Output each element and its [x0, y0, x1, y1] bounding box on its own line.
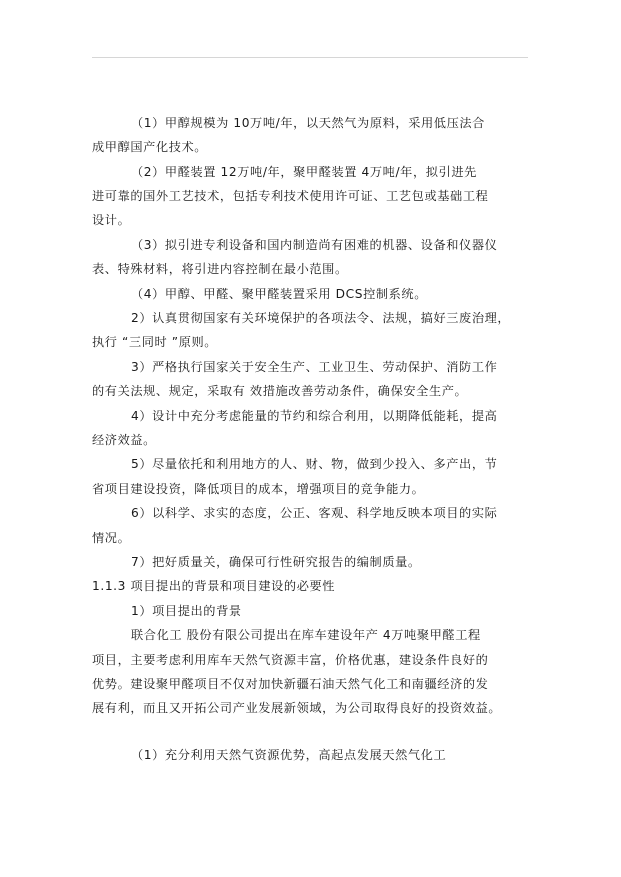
- text-line: （2）甲醛装置 12万吨/年，聚甲醛装置 4万吨/年，拟引进先: [131, 165, 477, 179]
- text-line: 展有利，而且又开拓公司产业发展新领域，为公司取得良好的投资效益。: [92, 701, 502, 715]
- subsection-heading: 1）项目提出的背景: [131, 604, 242, 618]
- text-line: 7）把好质量关，确保可行性研究报告的编制质量。: [131, 555, 421, 569]
- text-line: 2）认真贯彻国家有关环境保护的各项法令、法规，搞好三废治理，: [131, 311, 511, 325]
- text-line: 经济效益。: [92, 433, 156, 447]
- text-line: 情况。: [92, 531, 131, 545]
- header-rule: [92, 57, 528, 58]
- text-line: 的有关法规、规定，采取有 效措施改善劳动条件，确保安全生产。: [92, 384, 468, 398]
- text-line: 5）尽量依托和利用地方的人、财、物，做到少投入、多产出，节: [131, 457, 498, 471]
- text-line: 进可靠的国外工艺技术，包括专利技术使用许可证、工艺包或基础工程: [92, 189, 489, 203]
- text-line: 联合化工 股份有限公司提出在库车建设年产 4万吨聚甲醛工程: [131, 628, 481, 642]
- section-heading: 1.1.3 项目提出的背景和项目建设的必要性: [92, 579, 336, 593]
- text-line: 项目，主要考虑利用库车天然气资源丰富，价格优惠，建设条件良好的: [92, 653, 489, 667]
- text-line: （1）甲醇规模为 10万吨/年，以天然气为原料，采用低压法合: [131, 116, 485, 130]
- text-line: （4）甲醇、甲醛、聚甲醛装置采用 DCS控制系统。: [131, 287, 428, 301]
- text-line: 表、特殊材料，将引进内容控制在最小范围。: [92, 262, 348, 276]
- text-line: 执行 “三同时 ”原则。: [92, 335, 218, 349]
- text-line: （1）充分利用天然气资源优势，高起点发展天然气化工: [131, 748, 447, 762]
- text-line: 设计。: [92, 213, 131, 227]
- text-line: 成甲醇国产化技术。: [92, 140, 208, 154]
- text-line: （3）拟引进专利设备和国内制造尚有困难的机器、设备和仪器仪: [131, 238, 498, 252]
- text-line: 6）以科学、求实的态度，公正、客观、科学地反映本项目的实际: [131, 506, 498, 520]
- text-line: 优势。建设聚甲醛项目不仅对加快新疆石油天然气化工和南疆经济的发: [92, 677, 489, 691]
- text-line: 3）严格执行国家关于安全生产、工业卫生、劳动保护、消防工作: [131, 360, 498, 374]
- text-line: 省项目建设投资，降低项目的成本，增强项目的竞争能力。: [92, 482, 425, 496]
- text-line: 4）设计中充分考虑能量的节约和综合利用，以期降低能耗，提高: [131, 409, 498, 423]
